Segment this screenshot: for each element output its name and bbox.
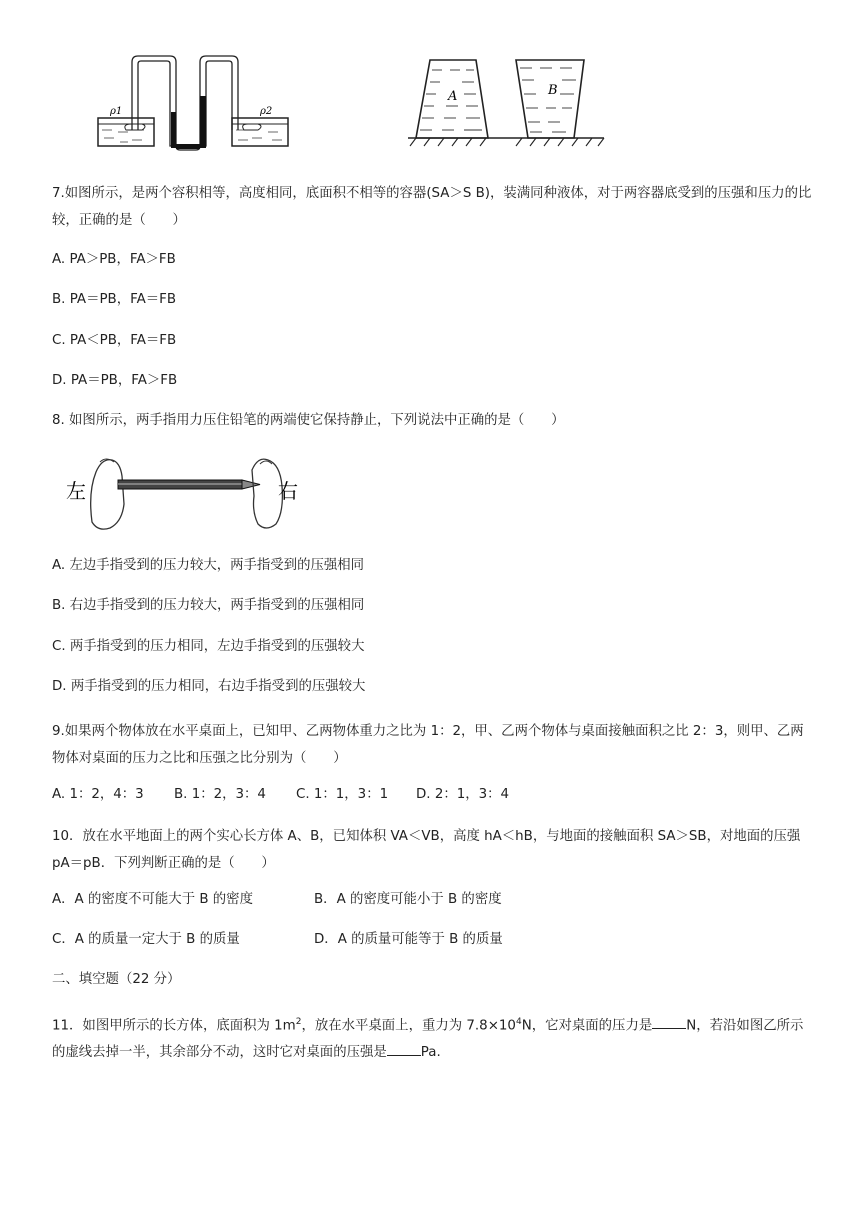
containers-figure — [402, 56, 612, 152]
q9-stem: 9.如果两个物体放在水平桌面上，已知甲、乙两物体重力之比为 1：2，甲、乙两个物体与桌面接触面积之比 2：3，则甲、乙两物体对桌面的压力之比和压强之比分别为（ ） — [52, 724, 804, 766]
container-b-label: B — [548, 83, 558, 98]
u-tube-figure — [92, 52, 302, 152]
pencil-figure — [62, 452, 308, 534]
q11-sup-2: 4 — [515, 1017, 522, 1027]
pencil-label-right: 右 — [278, 479, 298, 503]
q11-text-3: N，它对桌面的压力是 — [521, 1018, 653, 1034]
u-tube-label-right: ρ2 — [260, 106, 273, 117]
q7-option-b: B. PA＝PB，FA＝FB — [52, 292, 177, 307]
q10-options-row2 — [52, 930, 812, 950]
q10-option-b: B．A 的密度可能小于 B 的密度 — [314, 892, 502, 907]
q7-option-c: C. PA＜PB，FA＝FB — [52, 333, 177, 348]
q10-option-a: A．A 的密度不可能大于 B 的密度 — [52, 892, 253, 907]
q8-stem: 8. 如图所示，两手指用力压住铅笔的两端使它保持静止，下列说法中正确的是（ ） — [52, 413, 565, 428]
q8-option-d: D. 两手指受到的压力相同，右边手指受到的压强较大 — [52, 679, 366, 694]
pencil-label-left: 左 — [66, 479, 86, 503]
q10-option-c: C．A 的质量一定大于 B 的质量 — [52, 932, 240, 947]
q8-option-a: A. 左边手指受到的压力较大，两手指受到的压强相同 — [52, 558, 365, 573]
q10-options-row1 — [52, 890, 812, 910]
q9-option-c: C. 1：1，3：1 — [296, 787, 389, 802]
q11-stem — [52, 1009, 812, 1066]
q11-sup-1: 2 — [295, 1017, 302, 1027]
q7-option-d: D. PA＝PB，FA＞FB — [52, 373, 178, 388]
q7-stem: 7.如图所示，是两个容积相等，高度相同，底面积不相等的容器(SA＞S B)，装满同种液体，对于两容器底受到的压强和压力的比较，正确的是（ ） — [52, 186, 812, 228]
q8-option-b: B. 右边手指受到的压力较大，两手指受到的压强相同 — [52, 598, 365, 613]
q11-text-4: N，若沿如图乙所示的虚线去掉一半，其余部分不动，这时它对桌面的压强是 — [52, 1018, 804, 1061]
u-tube-label-left: ρ1 — [110, 106, 123, 117]
q11-blank-force[interactable] — [652, 1014, 686, 1029]
q9-options — [52, 785, 812, 805]
container-a-label: A — [448, 89, 458, 104]
q10-stem: 10．放在水平地面上的两个实心长方体 A、B，已知体积 VA＜VB，高度 hA＜hB，与地面的接触面积 SA＞SB，对地面的压强 pA＝pB．下列判断正确的是（ ） — [52, 829, 801, 871]
q9-option-b: B. 1：2，3：4 — [174, 787, 266, 802]
q11-text-2: ，放在水平桌面上，重力为 7.8×10 — [301, 1018, 516, 1034]
q8-option-c: C. 两手指受到的压力相同，左边手指受到的压强较大 — [52, 639, 365, 654]
q11-text-1: 11．如图甲所示的长方体，底面积为 1m — [52, 1018, 296, 1034]
q11-text-5: Pa. — [420, 1045, 441, 1061]
q7-option-a: A. PA＞PB，FA＞FB — [52, 252, 176, 267]
section-heading-fill-in: 二、填空题（22 分） — [52, 972, 181, 987]
q9-option-d: D. 2：1，3：4 — [416, 787, 510, 802]
q11-blank-pressure[interactable] — [387, 1041, 421, 1056]
q9-option-a: A. 1：2，4：3 — [52, 787, 144, 802]
q10-option-d: D．A 的质量可能等于 B 的质量 — [314, 932, 503, 947]
